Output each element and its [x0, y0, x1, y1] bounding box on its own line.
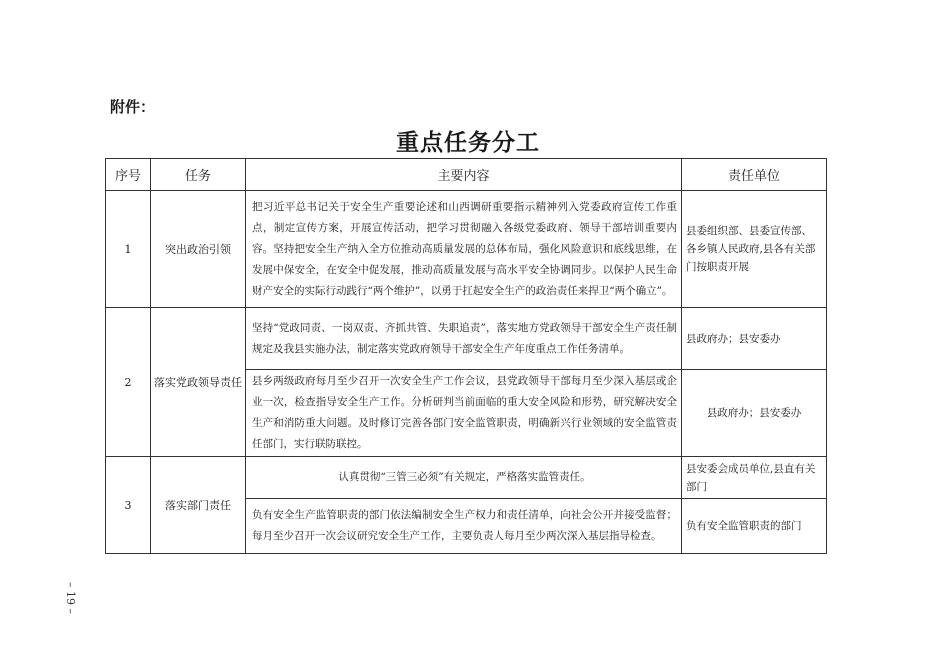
- row-number: 1: [106, 191, 151, 308]
- responsible-unit: 县安委会成员单位,县直有关部门: [682, 457, 827, 499]
- row-number: 3: [106, 457, 151, 554]
- task-table: [105, 158, 827, 554]
- header-no: 序号: [106, 159, 151, 191]
- task-name: 落实党政领导责任: [151, 308, 246, 457]
- table-row: [106, 457, 827, 499]
- task-content: 县乡两级政府每月至少召开一次安全生产工作会议，县党政领导干部每月至少深入基层或企业一次，检查指导安全生产工作。分析研判当前面临的重大安全风险和形势，研究解决安全生产和消防重大问题。及时修订完善各部门安全监管职责，明确新兴行业领域的安全监管责任部门，实行联防联控。: [246, 370, 682, 457]
- row-number: 2: [106, 308, 151, 457]
- table-row: [106, 191, 827, 308]
- task-content: 把习近平总书记关于安全生产重要论述和山西调研重要指示精神列入党委政府宣传工作重点，制定宣传方案，开展宣传活动，把学习贯彻融入各级党委政府、领导干部培训重要内容。坚持把安全生产纳入全方位推动高质量发展的总体布局，强化风险意识和底线思维，在发展中保安全，在安全中促发展，推动高质量发展与高水平安全协调同步。以保护人民生命财产安全的实际行动践行“两个维护”，以勇于扛起安全生产的政治责任来捍卫“两个确立”。: [246, 191, 682, 308]
- task-name: 突出政治引领: [151, 191, 246, 308]
- table-header-row: [106, 159, 827, 191]
- header-task: 任务: [151, 159, 246, 191]
- header-unit: 责任单位: [682, 159, 827, 191]
- task-content: 坚持“党政同责、一岗双责、齐抓共管、失职追责”，落实地方党政领导干部安全生产责任制规定及我县实施办法，制定落实党政府领导干部安全生产年度重点工作任务清单。: [246, 308, 682, 370]
- attachment-label: 附件：: [110, 98, 156, 116]
- task-name: 落实部门责任: [151, 457, 246, 554]
- responsible-unit: 县委组织部、县委宣传部、各乡镇人民政府,县各有关部门按职责开展: [682, 191, 827, 308]
- responsible-unit: 负有安全监管职责的部门: [682, 499, 827, 554]
- task-content: 认真贯彻“三管三必须”有关规定，严格落实监管责任。: [246, 457, 682, 499]
- header-content: 主要内容: [246, 159, 682, 191]
- responsible-unit: 县政府办；县安委办: [682, 370, 827, 457]
- table-row: [106, 308, 827, 370]
- page-number: – 19 –: [64, 582, 77, 614]
- document-title: 重点任务分工: [396, 130, 540, 156]
- responsible-unit: 县政府办；县安委办: [682, 308, 827, 370]
- task-content: 负有安全生产监管职责的部门依法编制安全生产权力和责任清单，向社会公开并接受监督；每月至少召开一次会议研究安全生产工作，主要负责人每月至少两次深入基层指导检查。: [246, 499, 682, 554]
